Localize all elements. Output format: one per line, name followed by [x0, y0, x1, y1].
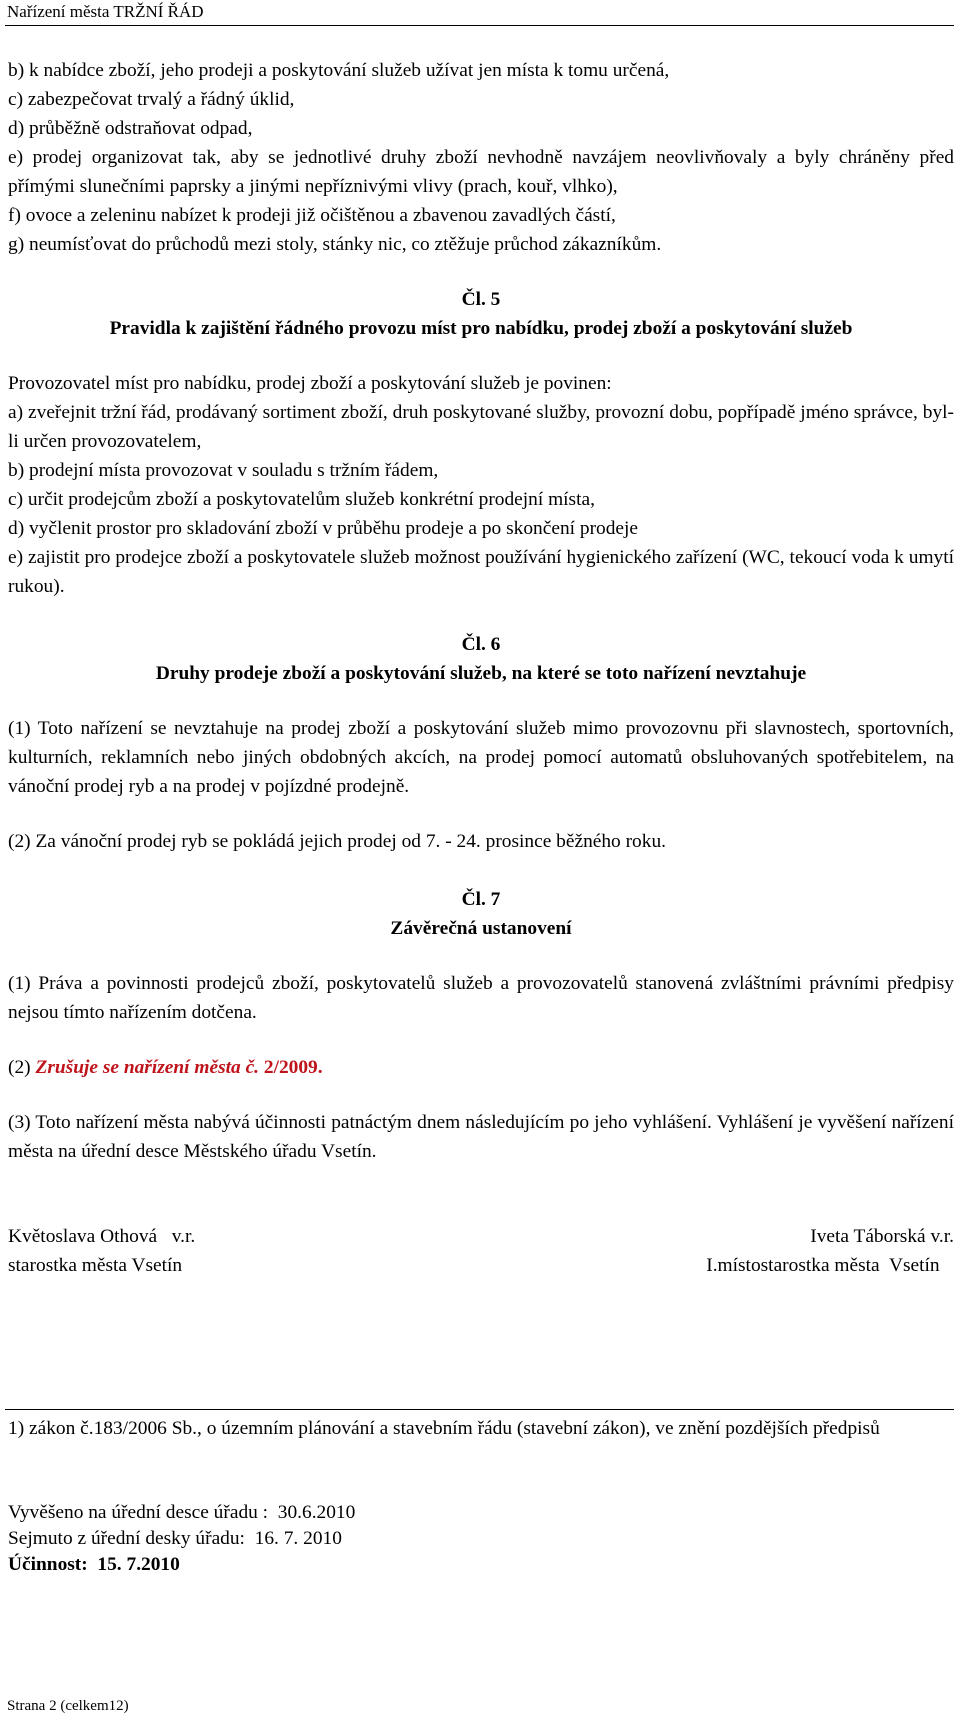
list-item-f: f) ovoce a zeleninu nabízet k prodeji již očištěnou a zbavenou zavadlých částí, — [8, 205, 616, 226]
article-number: Čl. 5 — [461, 289, 501, 310]
article-item-d: d) vyčlenit prostor pro skladování zboží v průběhu prodeje a po skončení prodeje — [8, 518, 639, 539]
paragraph-prefix: (2) — [8, 1057, 36, 1078]
footnote-rule — [5, 1409, 954, 1410]
signature-block — [8, 1222, 954, 1280]
spacer — [8, 801, 954, 827]
list-item-g: g) neumísťovat do průchodů mezi stoly, stánky nic, co ztěžuje průchod zákazníkům. — [8, 234, 662, 255]
document-body — [8, 56, 954, 1280]
spacer — [8, 1082, 954, 1108]
spacer — [8, 1166, 954, 1222]
article-paragraph-3: (3) Toto nařízení města nabývá účinnosti patnáctým dnem následujícím po jeho vyhlášení. Vyhlášení je vyvěšení nařízení města na úřední desce Městského úřadu Vsetín. — [8, 1112, 954, 1162]
effective-date: Účinnost: 15. 7.2010 — [8, 1554, 180, 1575]
spacer — [8, 688, 954, 714]
posting-dates — [8, 1500, 355, 1578]
article-number: Čl. 7 — [461, 889, 501, 910]
posted-date: Vyvěšeno na úřední desce úřadu : 30.6.2010 — [8, 1502, 356, 1523]
list-item-b: b) k nabídce zboží, jeho prodeji a poskytování služeb užívat jen místa k tomu určená, — [8, 60, 670, 81]
article-item-c: c) určit prodejcům zboží a poskytovatelům služeb konkrétní prodejní místa, — [8, 489, 595, 510]
list-item-e: e) prodej organizovat tak, aby se jednotlivé druhy zboží nevhodně navzájem neovlivňovaly a byly chráněny před přímými slunečními paprsky a jinými nepříznivými vlivy (prach, kouř, vlhko), — [8, 147, 954, 197]
article-item-a: a) zveřejnit tržní řád, prodávaný sortiment zboží, druh poskytované služby, provozní dobu, popřípadě jméno správce, byl-li určen provozovatelem, — [8, 402, 954, 452]
article-title: Pravidla k zajištění řádného provozu míst pro nabídku, prodej zboží a poskytování služeb — [109, 318, 853, 339]
running-header: Nařízení města TRŽNÍ ŘÁD — [7, 2, 204, 21]
footnote — [8, 1414, 954, 1443]
spacer — [8, 1027, 954, 1053]
article-7 — [8, 885, 954, 1166]
repeal-number: 2/2009. — [259, 1057, 323, 1078]
list-item-d: d) průběžně odstraňovat odpad, — [8, 118, 253, 139]
article-title: Druhy prodeje zboží a poskytování služeb, na které se toto nařízení nevztahuje — [155, 663, 807, 684]
spacer — [8, 259, 954, 285]
article-paragraph-2 — [8, 1053, 954, 1082]
signature-role: I.místostarostka města Vsetín — [706, 1255, 940, 1276]
article-item-e: e) zajistit pro prodejce zboží a poskytovatele služeb možnost používání hygienického zařízení (WC, tekoucí voda k umytí rukou). — [8, 547, 954, 597]
page-number: Strana 2 (celkem12) — [7, 1698, 129, 1714]
article-5 — [8, 285, 954, 601]
article-number: Čl. 6 — [461, 634, 501, 655]
spacer — [8, 343, 954, 369]
signature-left — [8, 1222, 195, 1280]
list-continued — [8, 56, 954, 259]
article-paragraph-1: (1) Práva a povinnosti prodejců zboží, poskytovatelů služeb a provozovatelů stanovená zvláštními právními předpisy nejsou tímto nařízením dotčena. — [8, 973, 954, 1023]
signature-role: starostka města Vsetín — [8, 1255, 183, 1276]
article-paragraph-1: (1) Toto nařízení se nevztahuje na prodej zboží a poskytování služeb mimo provozovnu při slavnostech, sportovních, kulturních, reklamních nebo jiných obdobných akcích, na prodej pomocí automatů obsluhovaných spotřebitelem, na vánoční prodej ryb a na prodej v pojízdné prodejně. — [8, 718, 954, 797]
signature-right — [706, 1222, 954, 1280]
article-item-b: b) prodejní místa provozovat v souladu s tržním řádem, — [8, 460, 439, 481]
header-rule — [5, 25, 954, 26]
spacer — [8, 856, 954, 885]
article-paragraph-2: (2) Za vánoční prodej ryb se pokládá jejich prodej od 7. - 24. prosince běžného roku. — [8, 831, 666, 852]
repeal-text: Zrušuje se nařízení města č. — [35, 1057, 260, 1078]
list-item-c: c) zabezpečovat trvalý a řádný úklid, — [8, 89, 295, 110]
spacer — [8, 601, 954, 630]
signature-name: Květoslava Othová v.r. — [8, 1226, 196, 1247]
article-title: Závěrečná ustanovení — [390, 918, 572, 939]
spacer — [8, 943, 954, 969]
footnote-text: 1) zákon č.183/2006 Sb., o územním plánování a stavebním řádu (stavební zákon), ve znění pozdějších předpisů — [8, 1418, 880, 1439]
article-intro: Provozovatel míst pro nabídku, prodej zboží a poskytování služeb je povinen: — [8, 373, 612, 394]
signature-name: Iveta Táborská v.r. — [810, 1226, 954, 1247]
article-6 — [8, 630, 954, 856]
removed-date: Sejmuto z úřední desky úřadu: 16. 7. 2010 — [8, 1528, 342, 1549]
